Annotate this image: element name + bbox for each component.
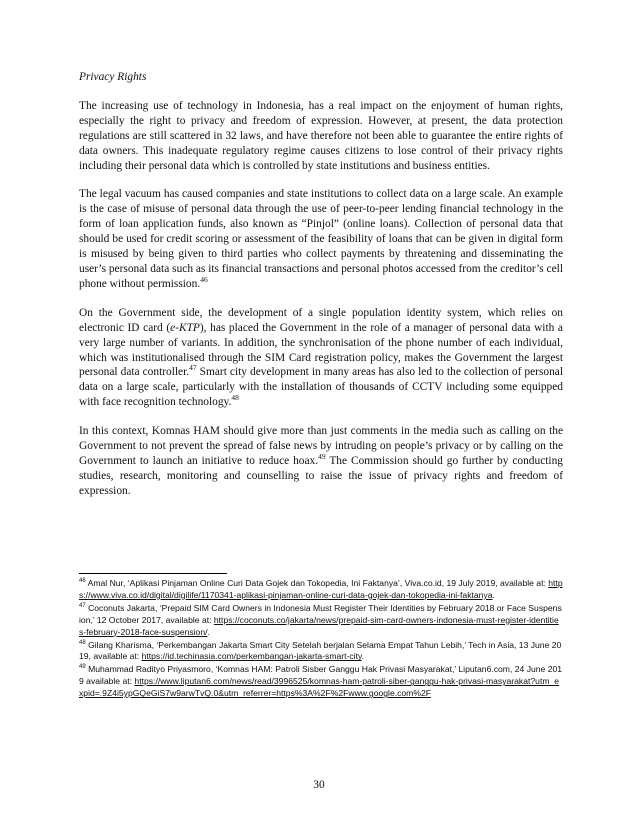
paragraph-4-text-a: In this context, Komnas HAM should give more than just comments in the media such as calling on the Government to not prevent the spread of false news by intruding on people’s privacy or by calling on the Government to launch an initiative to reduce hoax. — [79, 425, 563, 467]
paragraph-3 — [79, 306, 563, 410]
footnote-number: 49 — [79, 664, 86, 671]
footnote-ref-47[interactable]: 47 — [189, 363, 197, 373]
footnote-link[interactable]: https://id.techinasia.com/perkembangan-jakarta-smart-city — [141, 651, 362, 662]
footnote-ref-48[interactable]: 48 — [231, 393, 239, 403]
paragraph-1-text: The increasing use of technology in Indonesia, has a real impact on the enjoyment of human rights, especially the right to privacy and freedom of expression. However, at present, the data protection regulations are still scattered in 32 laws, and have therefore not been able to guarantee the entire rights of data owners. This inadequate regulatory regime causes citizens to lose control of their privacy rights including their personal data which is controlled by state institutions and business entities. — [79, 99, 563, 172]
footnote-text: Gilang Kharisma, ‘Perkembangan Jakarta Smart City Setelah berjalan Selama Empat Tahun Lebih,’ Tech in Asia, 13 June 2019, available at: — [79, 639, 562, 662]
paragraph-3-text-b: ), has placed the Government in the role of a manager of personal data with a very large number of variants. In addition, the synchronisation of the phone number of each individual, which was institutionalised through the SIM Card registration policy, makes the Government the largest personal data controller. — [79, 321, 563, 379]
footnote-tail: . — [492, 589, 495, 600]
ektp-term: e-KTP — [170, 321, 200, 334]
paragraph-3-text-c: Smart city development in many areas has also led to the collection of personal data on a large scale, particularly with the installation of thousands of CCTV including some equipped with face recognition technology. — [79, 366, 563, 409]
footnote-text: Amal Nur, ‘Aplikasi Pinjaman Online Curi Data Gojek dan Tokopedia, Ini Faktanya’, Viva.co.id, 19 July 2019, available at: — [85, 578, 549, 588]
footnote-link[interactable]: https://www.viva.co.id/digital/digilife/1170341-aplikasi-pinjaman-online-curi-data-gojek-dan-tokopedia-ini-faktanya — [79, 578, 563, 600]
footnote-divider — [79, 573, 227, 574]
page-number: 30 — [313, 779, 325, 791]
footnote-tail: . — [361, 651, 365, 662]
footnote-ref-46[interactable]: 46 — [200, 275, 208, 285]
paragraph-4-text-b: The Commission should go further by conducting studies, research, monitoring and counselling to raise the issue of privacy rights and freedom of expression. — [79, 454, 563, 497]
footnote-tail: . — [207, 626, 210, 637]
footnotes-section — [79, 573, 563, 701]
footnote-49 — [79, 664, 563, 700]
footnote-46 — [79, 578, 563, 602]
paragraph-4 — [79, 424, 563, 499]
footnote-text: Muhammad Radityo Priyasmoro, ‘Komnas HAM: Patroli Sisber Ganggu Hak Privasi Masyarakat,’ Liputan6.com, 24 June 2019 available at: — [79, 664, 563, 687]
section-heading: Privacy Rights — [79, 71, 147, 83]
footnote-47 — [79, 603, 563, 639]
footnote-link[interactable]: https://coconuts.co/jakarta/news/prepaid-sim-card-owners-indonesia-must-register-identities-february-2018-face-suspension/ — [79, 614, 559, 637]
footnote-link[interactable]: https://www.liputan6.com/news/read/3996525/komnas-ham-patroli-siber-ganggu-hak-privasi-masyarakat?utm_expid=.9Z4i5ypGQeGiS7w9arwTvQ.0&utm_referrer=https%3A%2F%2Fwww.google.com%2F — [79, 676, 560, 699]
footnote-number: 47 — [79, 602, 86, 609]
paragraph-3-text-a: On the Government side, the development of a single population identity system, which relies on electronic ID card ( — [79, 306, 563, 334]
paragraph-2-text: The legal vacuum has caused companies and state institutions to collect data on a large scale. An example is the case of misuse of personal data through the use of peer-to-peer lending financial technology in the form of loan application funds, also known as “Pinjol” (online loans). Collection of personal data that should be used for credit scoring or assessment of the feasibility of loans that can be given in digital form is misused by being given to third parties who collect payments by threatening and disseminating the user’s personal data such as its financial transactions and personal photos accessed from the creditor’s cell phone without permission. — [79, 188, 563, 290]
paragraph-2 — [79, 187, 563, 291]
paragraph-1 — [79, 99, 563, 174]
footnote-ref-49[interactable]: 49 — [318, 452, 326, 462]
footnote-number: 48 — [79, 639, 86, 646]
main-content — [79, 70, 563, 513]
footnote-number: 46 — [79, 578, 86, 585]
footnote-text: Coconuts Jakarta, ‘Prepaid SIM Card Owners in Indonesia Must Register Their Identities by February 2018 or Face Suspension,’ 12 October 2017, available at: — [79, 602, 562, 625]
footnote-48 — [79, 640, 563, 664]
